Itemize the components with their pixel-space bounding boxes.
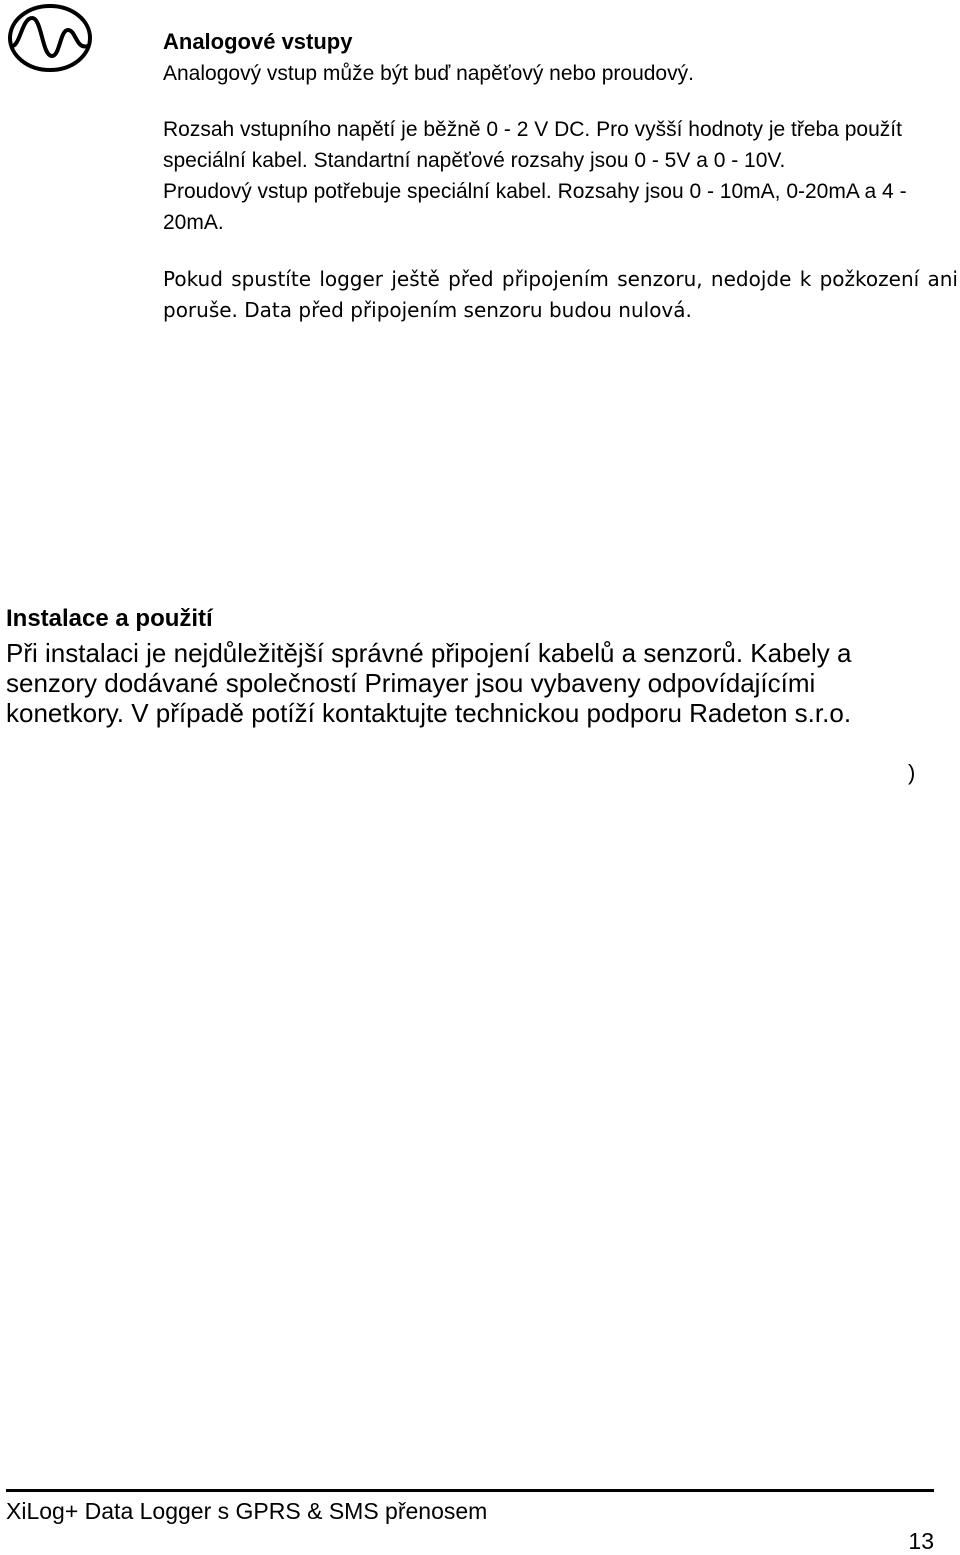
installation-heading: Instalace a použití xyxy=(6,605,213,632)
analog-inputs-section xyxy=(163,28,958,326)
wave-circle-logo-icon xyxy=(6,2,94,74)
analog-intro-paragraph: Analogový vstup může být buď napěťový nebo proudový. xyxy=(163,62,694,85)
voltage-range-paragraph: Rozsah vstupního napětí je běžně 0 - 2 V DC. Pro vyšší hodnoty je třeba použít speciální kabel. Standartní napěťové rozsahy jsou 0 - 5V a 0 - 10V. xyxy=(163,118,902,172)
analog-inputs-heading: Analogové vstupy xyxy=(163,29,353,54)
footer-divider xyxy=(6,1489,934,1492)
footer-title: XiLog+ Data Logger s GPRS & SMS přenosem xyxy=(6,1498,488,1524)
logger-note-paragraph: Pokud spustíte logger ještě před připojením senzoru, nedojde k požkození ani poruše. Data před připojením senzoru budou nulová. xyxy=(163,267,958,322)
page-number: 13 xyxy=(908,1528,934,1554)
stray-parenthesis: ) xyxy=(908,760,916,785)
installation-paragraph: Při instalaci je nejdůležitější správné připojení kabelů a senzorů. Kabely a senzory dodávané společností Primayer jsou vybaveny odpovídajícími konetkory. V případě potíží kontaktujte technickou podporu Radeton s.r.o. xyxy=(6,638,852,728)
current-range-paragraph: Proudový vstup potřebuje speciální kabel. Rozsahy jsou 0 - 10mA, 0-20mA a 4 - 20mA. xyxy=(163,180,907,234)
installation-section xyxy=(6,604,906,728)
